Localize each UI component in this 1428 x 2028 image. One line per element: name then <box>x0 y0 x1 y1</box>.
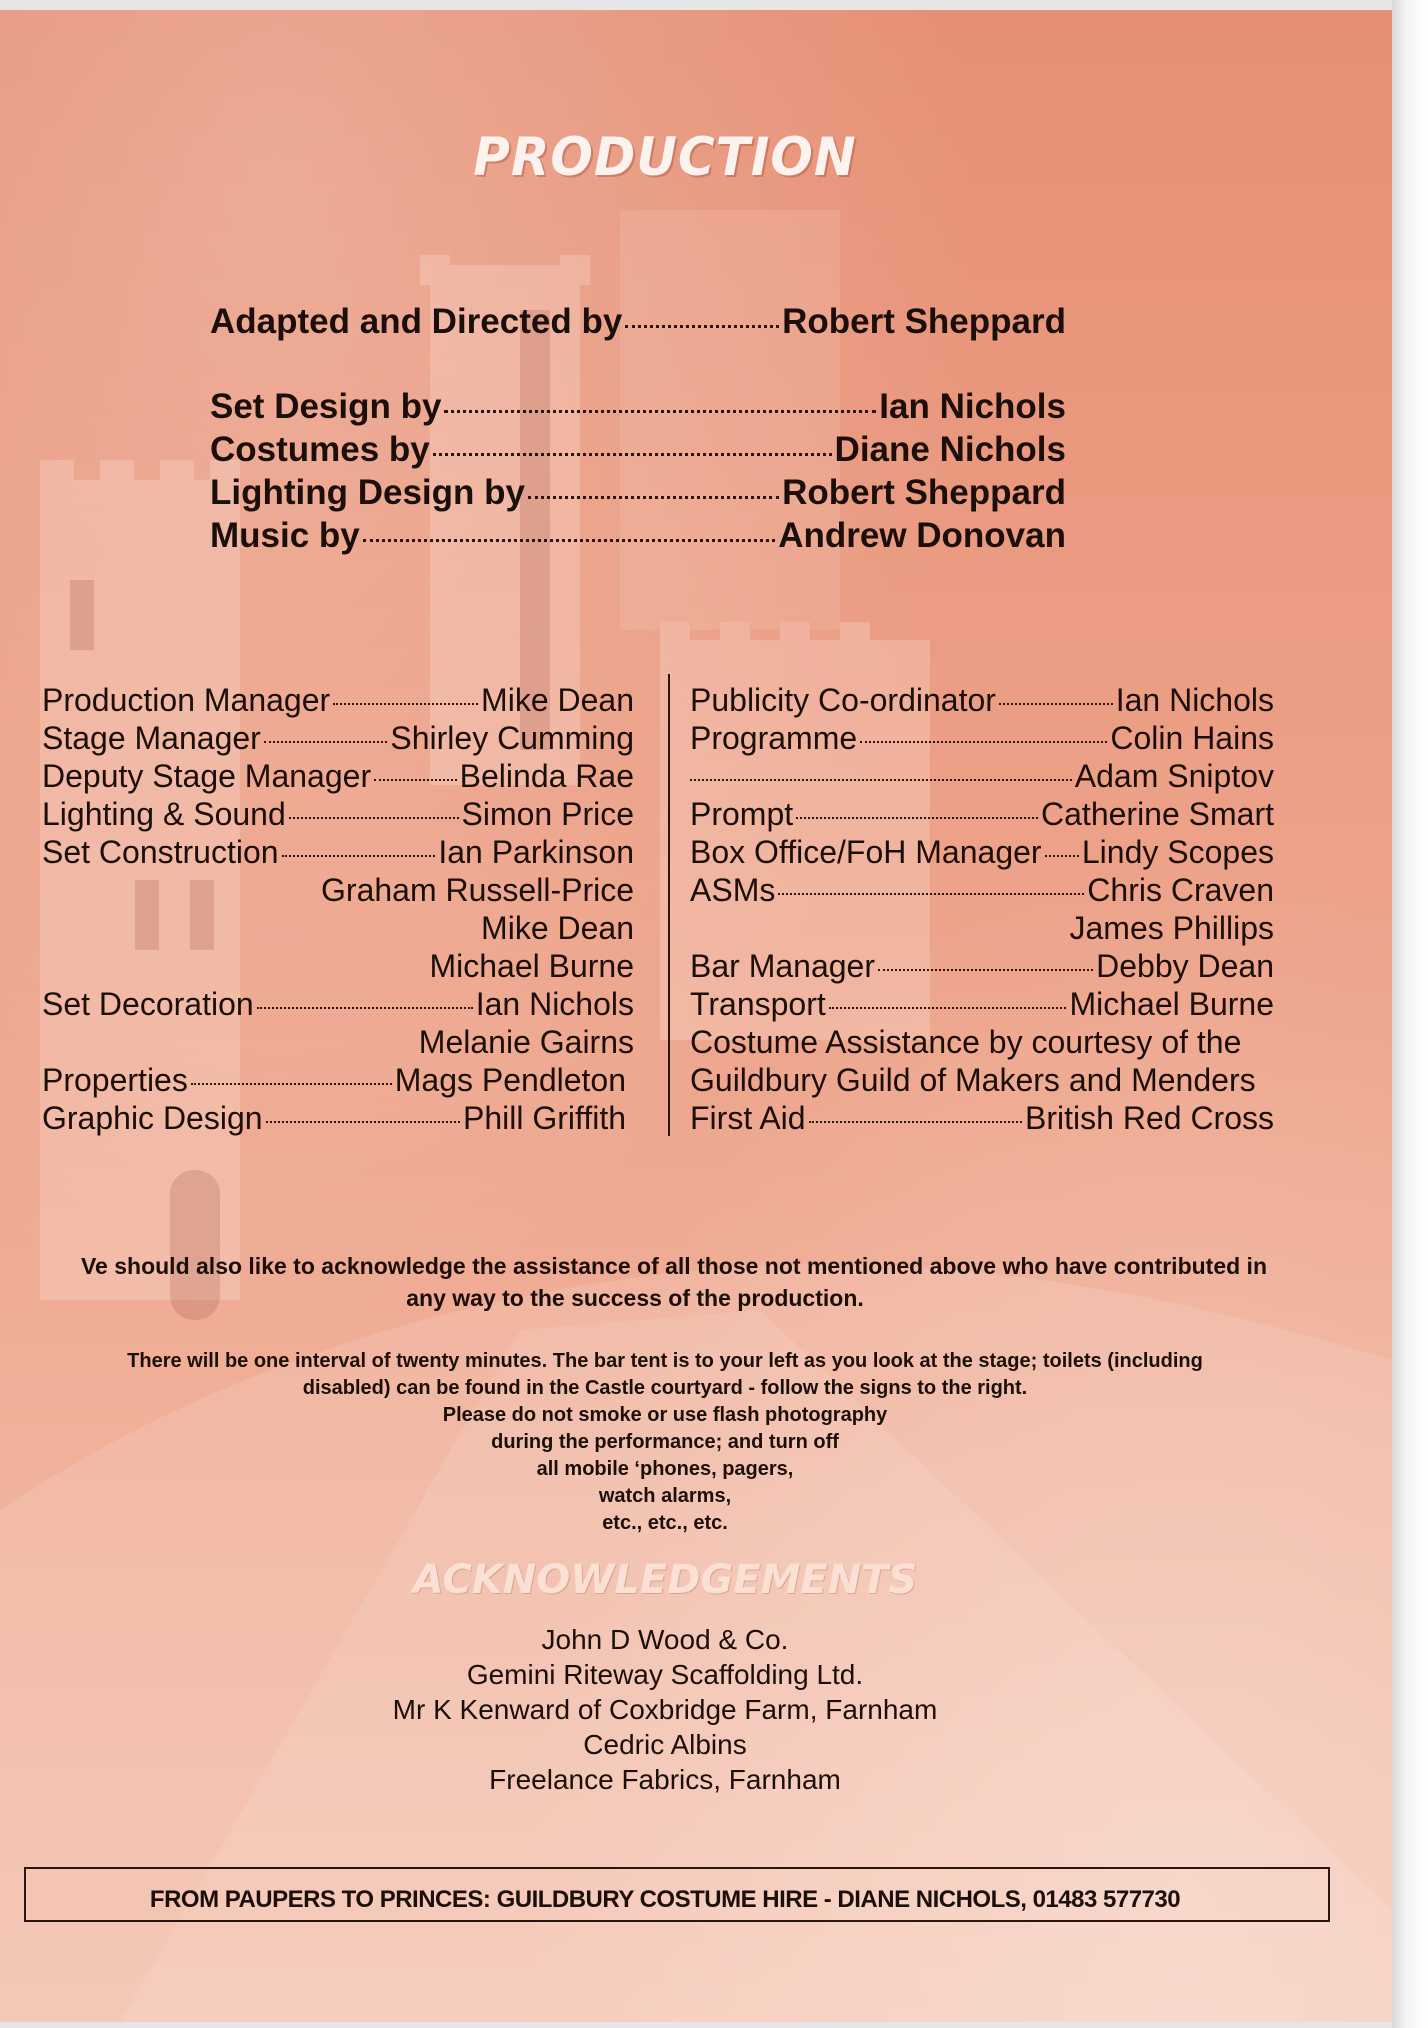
notice-line: watch alarms, <box>598 1485 732 1507</box>
crew-value: Michael Burne <box>1069 986 1274 1022</box>
crew-row-first-aid <box>690 1100 1274 1138</box>
crew-value: Phill Griffith <box>462 1100 626 1136</box>
crew-value: Debby Dean <box>1096 948 1274 984</box>
crew-row-production-manager <box>42 682 634 720</box>
leader-dots <box>528 496 779 499</box>
credit-label: Costumes by <box>210 430 430 469</box>
notice-line: all mobile ‘phones, pagers, <box>536 1458 794 1480</box>
leader-dots <box>829 1007 1067 1009</box>
crew-row-bar-manager <box>690 948 1274 986</box>
credit-value: Diane Nichols <box>834 430 1066 469</box>
crew-value: Mike Dean <box>481 682 634 718</box>
crew-row-prompt <box>690 796 1274 834</box>
leader-dots <box>374 779 457 781</box>
crew-value: Lindy Scopes <box>1081 834 1274 870</box>
crew-label: Lighting & Sound <box>42 796 286 832</box>
programme-page <box>0 10 1392 2022</box>
crew-value: Ian Parkinson <box>438 834 634 870</box>
crew-row-box-office <box>690 834 1274 872</box>
leader-dots <box>444 410 876 413</box>
page-title: PRODUCTION <box>473 126 857 188</box>
credit-value: Ian Nichols <box>879 387 1066 426</box>
leader-dots <box>809 1121 1022 1123</box>
crew-value: Belinda Rae <box>459 758 634 794</box>
crew-row-set-construction <box>42 834 634 872</box>
acknowledgement-name: Mr K Kenward of Coxbridge Farm, Farnham <box>392 1694 938 1725</box>
acknowledgement-name: John D Wood & Co. <box>541 1624 789 1655</box>
credit-label: Lighting Design by <box>210 473 525 512</box>
leader-dots <box>191 1083 392 1085</box>
acknowledgement-name: Cedric Albins <box>583 1729 747 1760</box>
footer-advert: FROM PAUPERS TO PRINCES: GUILDBURY COSTUME HIRE - DIANE NICHOLS, 01483 577730 <box>149 1886 1181 1913</box>
crew-label: Prompt <box>690 796 794 832</box>
crew-continuation-name: Mike Dean <box>481 910 634 946</box>
leader-dots <box>333 703 478 705</box>
crew-label: Deputy Stage Manager <box>42 758 372 794</box>
crew-label: ASMs <box>690 872 776 908</box>
credit-label: Set Design by <box>210 387 442 426</box>
credit-row-set-design <box>210 387 1066 431</box>
costume-assistance-line: Costume Assistance by courtesy of the <box>690 1024 1242 1060</box>
crew-row-publicity <box>690 682 1274 720</box>
crew-row-asms <box>690 872 1274 910</box>
credit-value: Andrew Donovan <box>778 516 1066 555</box>
leader-dots <box>796 817 1038 819</box>
leader-dots <box>266 1121 460 1123</box>
notice-line: There will be one interval of twenty minutes. The bar tent is to your left as you look at the stage; toilets (including <box>127 1350 1203 1372</box>
leader-dots <box>690 779 1072 781</box>
crew-label: Production Manager <box>42 682 331 718</box>
crew-value: Ian Nichols <box>475 986 634 1022</box>
page-edge-shadow <box>1392 0 1428 2028</box>
leader-dots <box>1045 855 1079 857</box>
crew-row-transport <box>690 986 1274 1024</box>
leader-dots <box>257 1007 473 1009</box>
crew-row-stage-manager <box>42 720 634 758</box>
acknowledgement-name: Freelance Fabrics, Farnham <box>489 1764 841 1795</box>
notice-line: etc., etc., etc. <box>602 1512 728 1534</box>
leader-dots <box>999 703 1113 705</box>
crew-label: Set Construction <box>42 834 279 870</box>
costume-assistance-line: Guildbury Guild of Makers and Menders <box>690 1062 1256 1098</box>
credit-row-director <box>210 302 1066 346</box>
crew-label: Box Office/FoH Manager <box>690 834 1042 870</box>
crew-value: Simon Price <box>461 796 634 832</box>
crew-label: Properties <box>42 1062 188 1098</box>
notice-line: during the performance; and turn off <box>491 1431 839 1453</box>
credit-label: Music by <box>210 516 360 555</box>
crew-value: Ian Nichols <box>1115 682 1274 718</box>
crew-value: Adam Sniptov <box>1074 758 1274 794</box>
credit-label: Adapted and Directed by <box>210 302 623 341</box>
crew-row-graphic-design <box>42 1100 626 1138</box>
crew-label: Stage Manager <box>42 720 261 756</box>
crew-row-programme-second <box>690 758 1274 796</box>
crew-value: Colin Hains <box>1110 720 1274 756</box>
crew-label: Transport <box>690 986 826 1022</box>
crew-label: First Aid <box>690 1100 806 1136</box>
credit-row-lighting-design <box>210 473 1066 517</box>
crew-value: Mags Pendleton <box>394 1062 626 1098</box>
leader-dots <box>363 539 775 542</box>
crew-row-lighting-sound <box>42 796 634 834</box>
crew-label: Programme <box>690 720 858 756</box>
credit-row-music <box>210 516 1066 560</box>
crew-continuation-name: Michael Burne <box>429 948 634 984</box>
crew-row-programme <box>690 720 1274 758</box>
column-divider <box>668 674 670 1136</box>
notice-line: disabled) can be found in the Castle courtyard - follow the signs to the right. <box>302 1377 1028 1399</box>
crew-label: Graphic Design <box>42 1100 263 1136</box>
leader-dots <box>264 741 388 743</box>
crew-value: British Red Cross <box>1025 1100 1274 1136</box>
crew-value: Catherine Smart <box>1041 796 1274 832</box>
leader-dots <box>878 969 1093 971</box>
credit-value: Robert Sheppard <box>782 302 1066 341</box>
notice-line: Please do not smoke or use flash photography <box>442 1404 888 1426</box>
leader-dots <box>860 741 1107 743</box>
crew-row-properties <box>42 1062 626 1100</box>
thanks-line: any way to the success of the production. <box>406 1285 864 1311</box>
crew-label: Bar Manager <box>690 948 875 984</box>
leader-dots <box>289 817 459 819</box>
credit-row-costumes <box>210 430 1066 474</box>
leader-dots <box>282 855 436 857</box>
crew-row-deputy-stage-manager <box>42 758 634 796</box>
thanks-line: Ve should also like to acknowledge the assistance of all those not mentioned above who have contributed in <box>80 1253 1268 1279</box>
acknowledgement-name: Gemini Riteway Scaffolding Ltd. <box>466 1659 864 1690</box>
crew-value: Chris Craven <box>1087 872 1274 908</box>
crew-value: Shirley Cumming <box>390 720 634 756</box>
crew-label: Publicity Co-ordinator <box>690 682 996 718</box>
leader-dots <box>778 893 1084 895</box>
crew-continuation-name: Graham Russell-Price <box>321 872 634 908</box>
crew-label: Set Decoration <box>42 986 254 1022</box>
crew-row-set-decoration <box>42 986 634 1024</box>
leader-dots <box>433 453 832 456</box>
crew-continuation-name: Melanie Gairns <box>418 1024 634 1060</box>
leader-dots <box>625 325 779 328</box>
acknowledgements-heading: ACKNOWLEDGEMENTS <box>412 1557 918 1603</box>
credit-value: Robert Sheppard <box>782 473 1066 512</box>
crew-continuation-name: James Phillips <box>1069 910 1274 946</box>
